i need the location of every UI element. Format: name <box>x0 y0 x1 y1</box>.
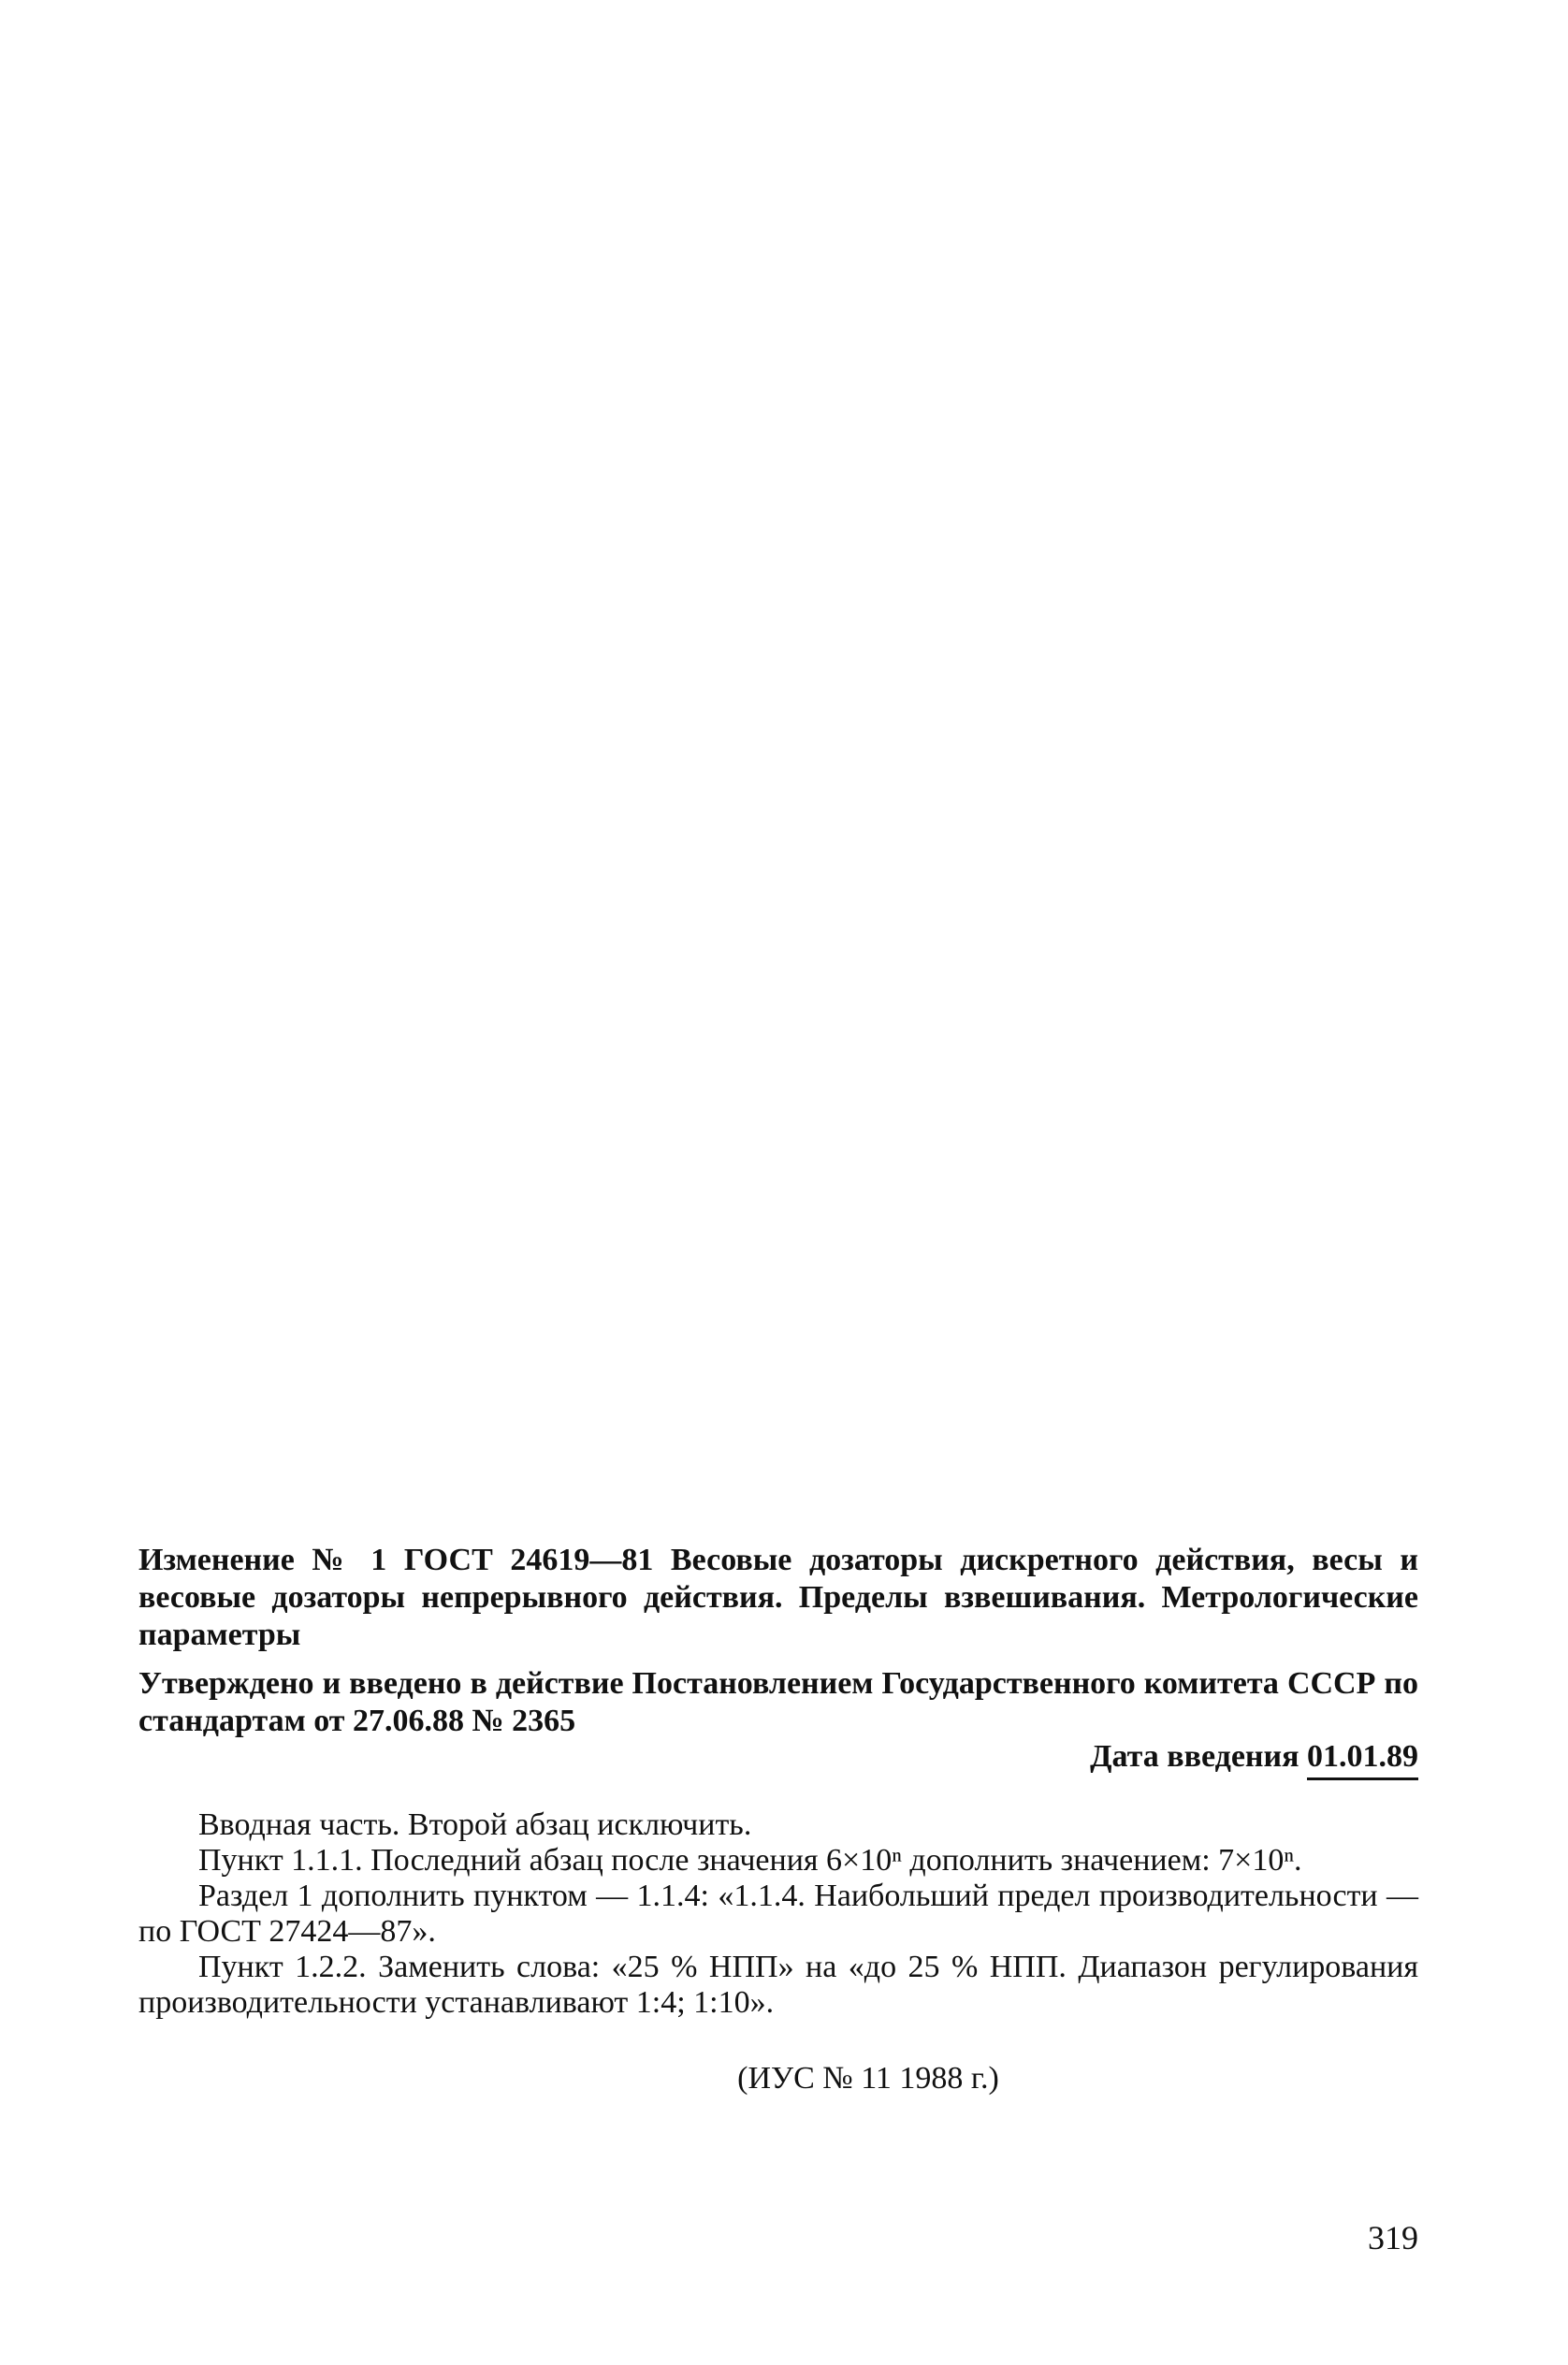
page-number: 319 <box>1368 2219 1418 2256</box>
effective-date-value: 01.01.89 <box>1307 1738 1418 1780</box>
body-paragraph: Раздел 1 дополнить пунктом — 1.1.4: «1.1.4. Наибольший предел производительности — по ГОСТ 27424—87». <box>138 1879 1418 1949</box>
amendment-title: Изменение № 1 ГОСТ 24619—81 Весовые дозаторы дискретного действия, весы и весовые дозаторы непрерывного действия. Пределы взвешивания. Метрологические параметры <box>138 1543 1418 1652</box>
effective-date-label: Дата введения <box>1090 1739 1299 1774</box>
body-paragraph: Пункт 1.1.1. Последний абзац после значения 6×10ⁿ дополнить значением: 7×10ⁿ. <box>198 1843 1302 1878</box>
approval-statement: Утверждено и введено в действие Постановлением Государственного комитета СССР по стандартам от 27.06.88 № 2365 <box>138 1666 1418 1738</box>
effective-date-line <box>1090 1738 1418 1780</box>
source-reference: (ИУС № 11 1988 г.) <box>737 2061 999 2096</box>
amendment-body <box>138 1807 1418 2021</box>
body-paragraph: Пункт 1.2.2. Заменить слова: «25 % НПП» на «до 25 % НПП. Диапазон регулирования производительности устанавливают 1:4; 1:10». <box>138 1950 1418 2020</box>
body-paragraph: Вводная часть. Второй абзац исключить. <box>198 1807 752 1842</box>
